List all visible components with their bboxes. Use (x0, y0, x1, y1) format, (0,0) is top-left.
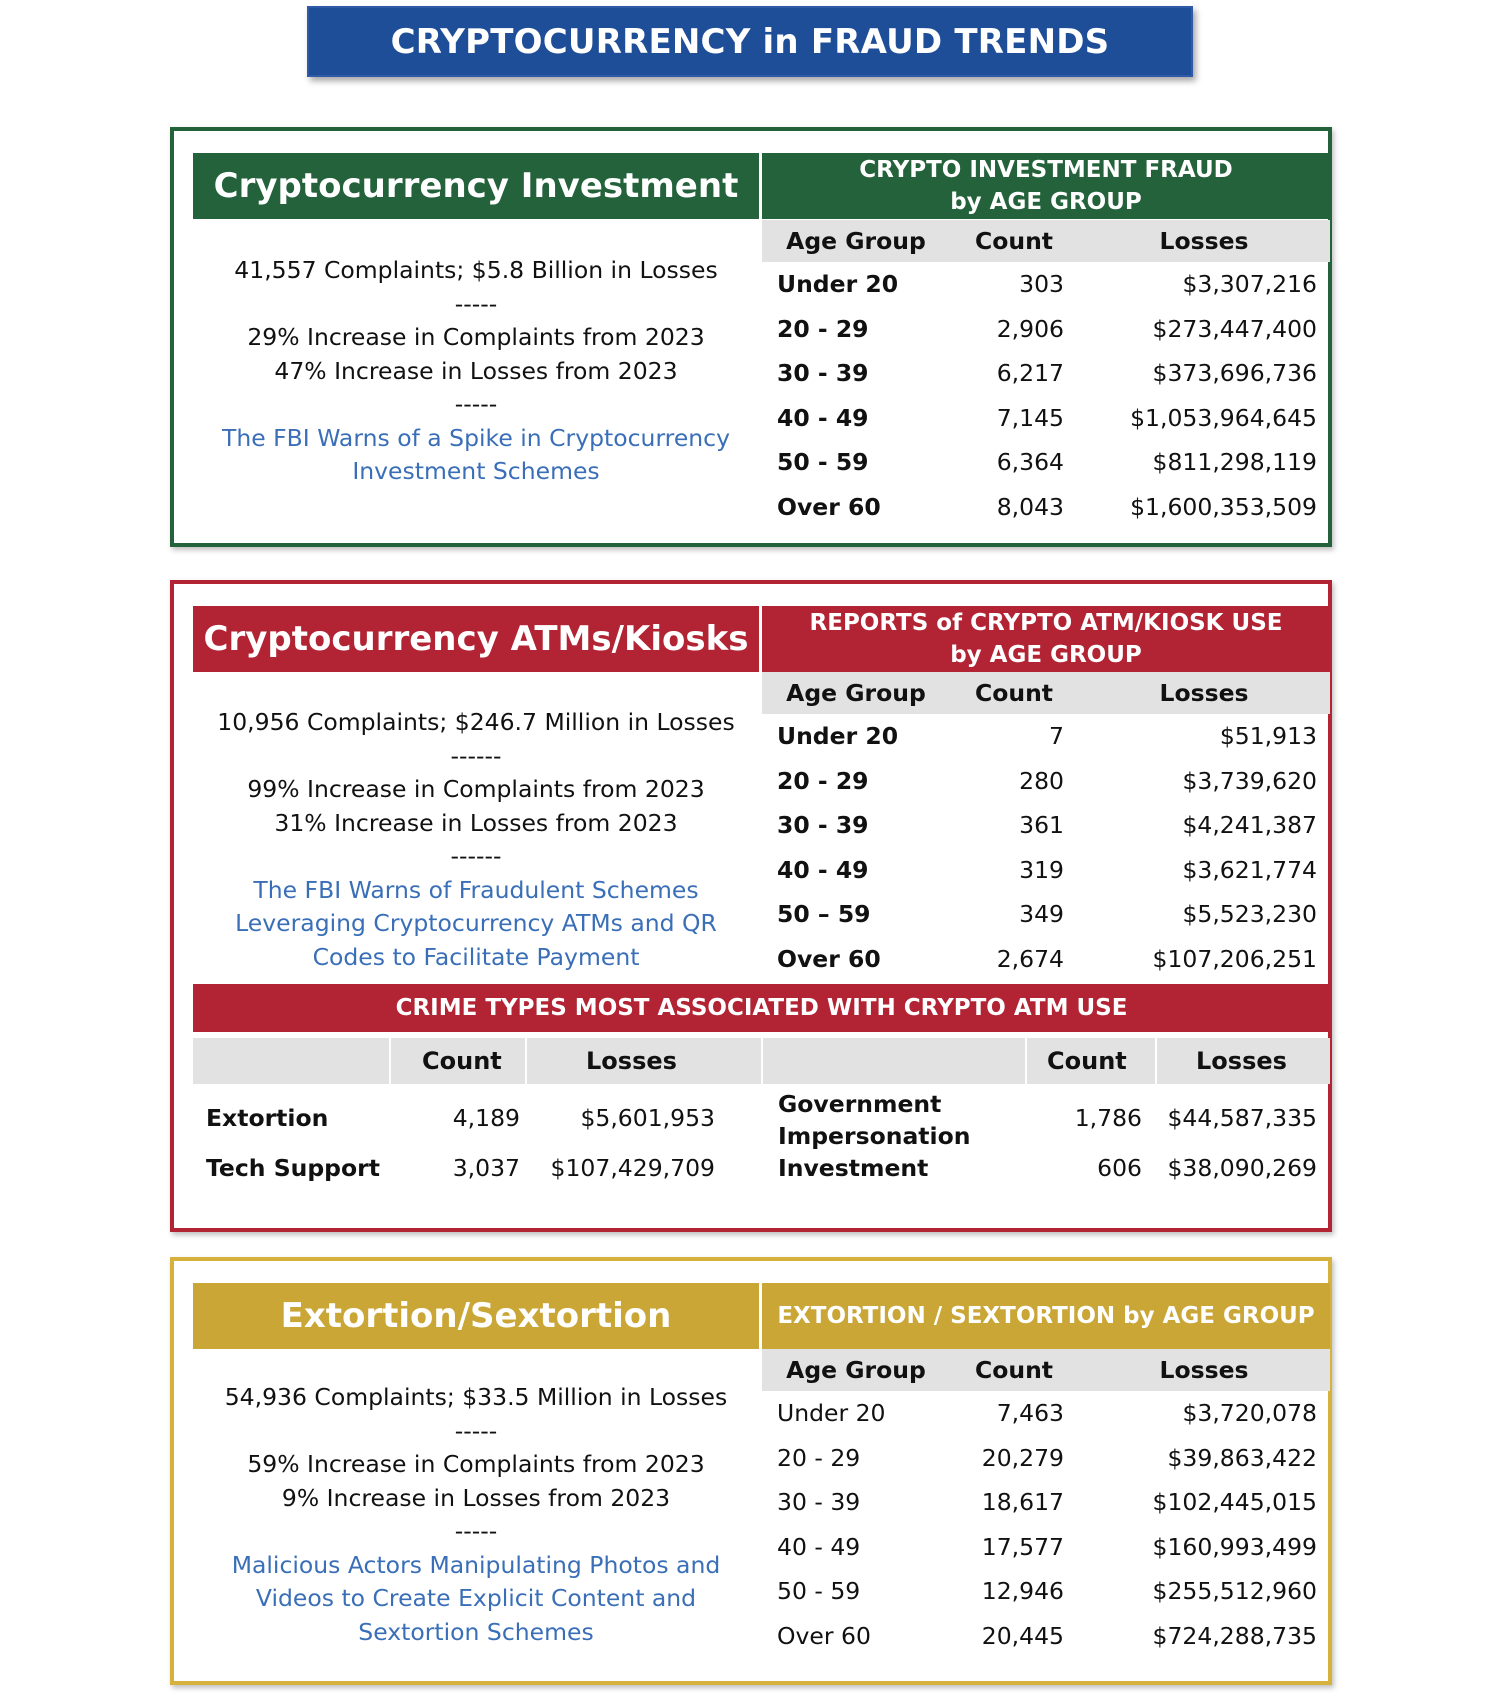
summary-line: 59% Increase in Complaints from 2023 (247, 1450, 705, 1478)
table-row (762, 1614, 1330, 1659)
count-cell: 6,364 (996, 448, 1064, 477)
crime-count: 1,786 (1074, 1104, 1142, 1132)
crime-type-name: Impersonation (778, 1122, 971, 1150)
summary-line: 54,936 Complaints; $33.5 Million in Losses (224, 1383, 728, 1411)
count-cell: 7,145 (996, 403, 1064, 432)
crime-type-name: Tech Support (206, 1154, 380, 1182)
losses-cell: $51,913 (1219, 722, 1317, 751)
table-row (762, 1436, 1330, 1481)
crime-types-title: CRIME TYPES MOST ASSOCIATED WITH CRYPTO ATM USE (193, 984, 1330, 1032)
crime-losses: $38,090,269 (1167, 1154, 1317, 1182)
count-cell: 2,906 (996, 314, 1064, 343)
summary-line: 9% Increase in Losses from 2023 (281, 1483, 671, 1512)
extortion-section (170, 1257, 1332, 1685)
losses-cell: $3,739,620 (1182, 766, 1317, 795)
crime-col-header-count: Count (1047, 1047, 1127, 1075)
atm-age-table (762, 672, 1330, 981)
col-header-losses: Losses (1159, 1356, 1249, 1384)
col-header-count: Count (974, 1356, 1054, 1384)
fbi-warning-link[interactable]: Codes to Facilitate Payment (312, 942, 640, 971)
col-header-age-group: Age Group (786, 227, 926, 255)
table-row (762, 396, 1330, 441)
atm-heading: Cryptocurrency ATMs/Kiosks (193, 606, 759, 672)
count-cell: 12,946 (981, 1577, 1064, 1606)
count-cell: 280 (1019, 766, 1064, 795)
crime-col-header-losses: Losses (1196, 1047, 1287, 1075)
summary-line: 41,557 Complaints; $5.8 Billion in Losses (234, 256, 718, 284)
atm-table-title-line2: by AGE GROUP (950, 642, 1142, 668)
col-header-losses: Losses (1159, 679, 1249, 707)
crime-col-header-losses: Losses (586, 1047, 677, 1075)
investment-section (170, 127, 1332, 547)
fbi-warning-link[interactable]: Leveraging Cryptocurrency ATMs and QR (235, 909, 717, 937)
crime-losses: $107,429,709 (550, 1154, 715, 1182)
age-group-cell: 50 – 59 (777, 900, 871, 929)
age-group-cell: 30 - 39 (777, 811, 869, 840)
atm-section (170, 580, 1332, 1232)
count-cell: 361 (1019, 811, 1064, 840)
col-header-age-group: Age Group (786, 679, 926, 707)
losses-cell: $39,863,422 (1167, 1443, 1317, 1472)
count-cell: 20,445 (981, 1621, 1064, 1650)
count-cell: 6,217 (996, 359, 1064, 388)
crime-count: 3,037 (452, 1154, 520, 1182)
count-cell: 303 (1019, 270, 1064, 299)
extortion-heading: Extortion/Sextortion (193, 1283, 759, 1349)
age-group-cell: 20 - 29 (777, 1443, 861, 1472)
table-row (762, 307, 1330, 352)
investment-table-title-line2: by AGE GROUP (950, 189, 1142, 215)
page-title: CRYPTOCURRENCY in FRAUD TRENDS (307, 6, 1193, 77)
age-group-cell: Over 60 (777, 492, 881, 521)
table-row (762, 262, 1330, 307)
age-group-cell: 50 - 59 (777, 1577, 861, 1606)
count-cell: 8,043 (996, 492, 1064, 521)
crime-col-header-count: Count (422, 1047, 502, 1075)
table-row (762, 892, 1330, 937)
age-group-cell: Under 20 (777, 1399, 886, 1428)
extortion-age-table (762, 1349, 1330, 1658)
atm-table-title-line1: REPORTS of CRYPTO ATM/KIOSK USE (809, 610, 1283, 636)
crime-count: 606 (1097, 1154, 1142, 1182)
crime-count: 4,189 (452, 1104, 520, 1132)
investment-table-title (762, 153, 1330, 219)
age-group-cell: 40 - 49 (777, 855, 869, 884)
summary-line: 29% Increase in Complaints from 2023 (247, 323, 705, 351)
summary-separator: ----- (454, 390, 498, 418)
losses-cell: $273,447,400 (1152, 314, 1317, 343)
investment-heading: Cryptocurrency Investment (193, 153, 759, 219)
table-row (762, 1525, 1330, 1570)
summary-line: 10,956 Complaints; $246.7 Million in Losses (217, 708, 735, 736)
fbi-warning-link[interactable]: Malicious Actors Manipulating Photos and (231, 1550, 721, 1579)
age-group-cell: Over 60 (777, 944, 881, 973)
summary-separator: ------ (450, 842, 502, 870)
losses-cell: $811,298,119 (1152, 448, 1317, 477)
col-header-count: Count (974, 227, 1054, 255)
summary-separator: ------ (450, 741, 502, 770)
count-cell: 7,463 (996, 1399, 1064, 1428)
losses-cell: $255,512,960 (1152, 1577, 1317, 1606)
losses-cell: $3,621,774 (1182, 855, 1317, 884)
fbi-warning-link[interactable]: Videos to Create Explicit Content and (255, 1584, 697, 1612)
fbi-warning-link[interactable]: Sextortion Schemes (358, 1617, 594, 1646)
losses-cell: $107,206,251 (1152, 944, 1317, 973)
count-cell: 7 (1049, 722, 1064, 751)
table-row (762, 440, 1330, 485)
table-row (762, 485, 1330, 530)
extortion-summary (193, 1381, 759, 1649)
summary-separator: ----- (454, 1517, 498, 1545)
age-group-cell: 30 - 39 (777, 359, 869, 388)
extortion-table-title: EXTORTION / SEXTORTION by AGE GROUP (762, 1283, 1330, 1349)
investment-table-title-line1: CRYPTO INVESTMENT FRAUD (859, 157, 1233, 183)
count-cell: 319 (1019, 855, 1064, 884)
table-row (762, 714, 1330, 759)
losses-cell: $5,523,230 (1182, 900, 1317, 929)
col-header-losses: Losses (1159, 227, 1249, 255)
summary-line: 99% Increase in Complaints from 2023 (247, 775, 705, 803)
col-header-age-group: Age Group (786, 1356, 926, 1384)
count-cell: 349 (1019, 900, 1064, 929)
atm-table-title (762, 606, 1330, 672)
age-group-cell: 40 - 49 (777, 403, 869, 432)
count-cell: 20,279 (981, 1443, 1064, 1472)
losses-cell: $1,600,353,509 (1130, 492, 1317, 521)
age-group-cell: 20 - 29 (777, 766, 869, 795)
crime-row (193, 1154, 1330, 1190)
summary-separator: ----- (454, 289, 498, 318)
losses-cell: $724,288,735 (1152, 1621, 1317, 1650)
table-row (762, 803, 1330, 848)
table-row (762, 351, 1330, 396)
age-group-cell: Over 60 (777, 1621, 871, 1650)
table-row (762, 1391, 1330, 1436)
losses-cell: $4,241,387 (1182, 811, 1317, 840)
summary-line: 31% Increase in Losses from 2023 (274, 808, 678, 837)
crime-type-name: Investment (778, 1154, 929, 1182)
fbi-warning-link[interactable]: The FBI Warns of Fraudulent Schemes (253, 875, 699, 904)
investment-age-table (762, 220, 1330, 529)
crime-losses: $5,601,953 (580, 1104, 715, 1132)
age-group-cell: Under 20 (777, 722, 899, 751)
summary-separator: ----- (454, 1416, 498, 1445)
col-header-count: Count (974, 679, 1054, 707)
age-group-cell: 30 - 39 (777, 1488, 861, 1517)
count-cell: 18,617 (981, 1488, 1064, 1517)
count-cell: 17,577 (981, 1532, 1064, 1561)
losses-cell: $1,053,964,645 (1130, 403, 1317, 432)
crime-row (193, 1090, 1330, 1156)
crime-type-name: Extortion (206, 1104, 329, 1132)
summary-line: 47% Increase in Losses from 2023 (274, 356, 678, 385)
age-group-cell: 50 - 59 (777, 448, 869, 477)
crime-type-name: Government (778, 1090, 942, 1118)
age-group-cell: 20 - 29 (777, 314, 869, 343)
losses-cell: $160,993,499 (1152, 1532, 1317, 1561)
table-row (762, 759, 1330, 804)
fbi-warning-link[interactable]: Investment Schemes (352, 457, 600, 485)
losses-cell: $3,307,216 (1182, 270, 1317, 299)
table-row (762, 1480, 1330, 1525)
losses-cell: $3,720,078 (1182, 1399, 1317, 1428)
investment-summary (193, 254, 759, 489)
crime-types-header (193, 1038, 1330, 1084)
table-row (762, 848, 1330, 893)
table-row (762, 937, 1330, 982)
count-cell: 2,674 (996, 944, 1064, 973)
crime-losses: $44,587,335 (1167, 1104, 1317, 1132)
fbi-warning-link[interactable]: The FBI Warns of a Spike in Cryptocurrency (221, 423, 731, 452)
losses-cell: $102,445,015 (1152, 1488, 1317, 1517)
losses-cell: $373,696,736 (1152, 359, 1317, 388)
age-group-cell: 40 - 49 (777, 1532, 861, 1561)
atm-summary (193, 706, 759, 974)
table-row (762, 1569, 1330, 1614)
age-group-cell: Under 20 (777, 270, 899, 299)
